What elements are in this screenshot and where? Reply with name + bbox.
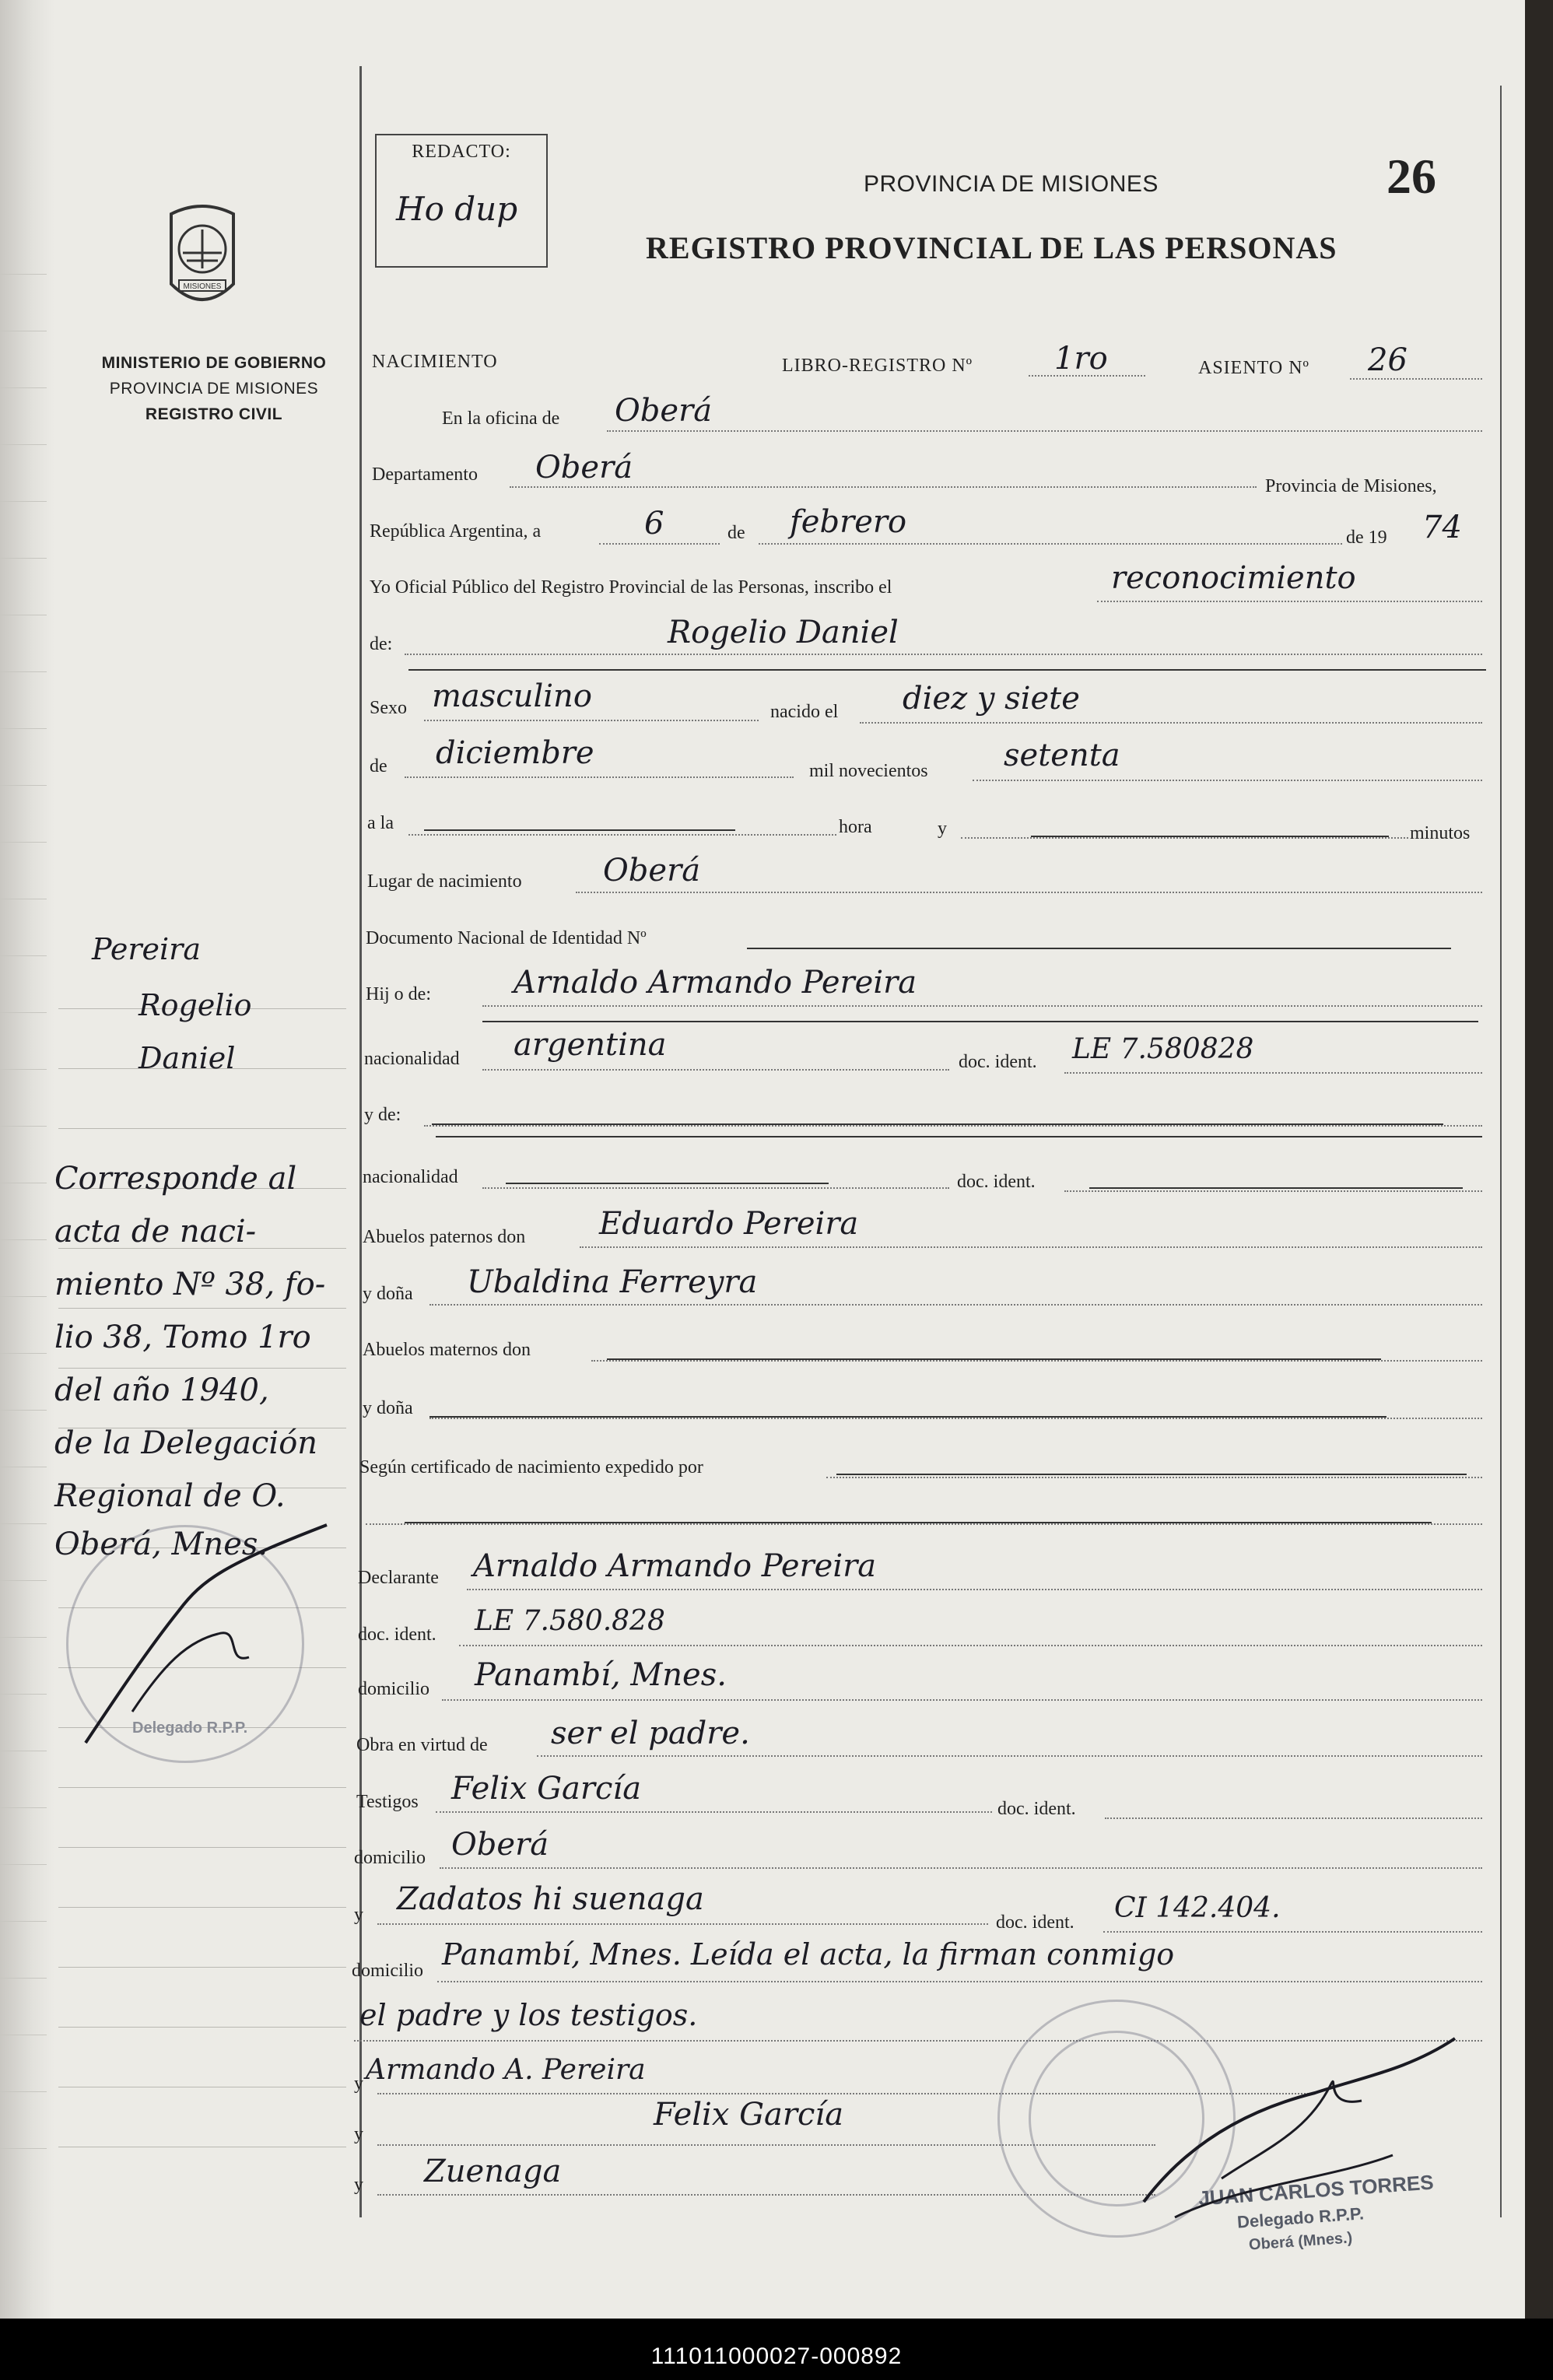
oficina-value: Oberá	[615, 393, 713, 429]
declarante-value: Arnaldo Armando Pereira	[473, 1548, 877, 1584]
coat-of-arms-seal	[163, 198, 241, 323]
libro-value: 1ro	[1054, 341, 1108, 377]
margin-stamp-line2: Delegado R.P.P.	[132, 1719, 248, 1737]
yde-line	[424, 1125, 1482, 1127]
abuelos-p-line	[580, 1246, 1482, 1248]
abuelos-m-strike	[607, 1358, 1381, 1360]
nacido-label: nacido el	[770, 702, 839, 722]
province-heading: PROVINCIA DE MISIONES	[864, 171, 1159, 197]
de3-label: de	[370, 756, 387, 776]
doc2-label: doc. ident.	[957, 1172, 1036, 1192]
declarante-line	[467, 1589, 1482, 1590]
margin-note-line: lio 38, Tomo 1ro	[54, 1320, 311, 1355]
margin-divider	[359, 66, 362, 2217]
declarante-label: Declarante	[358, 1568, 439, 1588]
testigo2-value: Zadatos hi suenaga	[397, 1881, 704, 1917]
nac2-strike	[506, 1183, 829, 1184]
abuelos-p-label: Abuelos paternos don	[363, 1227, 526, 1247]
mil-line	[973, 780, 1482, 781]
nacido-value: diez y siete	[903, 681, 1080, 717]
minutos-strike	[1031, 836, 1389, 837]
hijo-value: Arnaldo Armando Pereira	[514, 965, 917, 1001]
testigo2-line	[377, 1923, 988, 1925]
oficina-line	[607, 430, 1482, 432]
minutos-line	[961, 837, 1408, 839]
nac1-value: argentina	[514, 1027, 667, 1063]
nacido-line	[860, 722, 1482, 724]
stamp-line1: JUAN CARLOS TORRES	[1197, 2170, 1435, 2210]
departamento-line	[510, 486, 1257, 488]
nacimiento-label: NACIMIENTO	[372, 352, 498, 372]
lugar-label: Lugar de nacimiento	[367, 871, 522, 892]
yde-underline	[436, 1136, 1482, 1137]
yde-label: y de:	[364, 1105, 401, 1125]
lugar-line	[576, 892, 1482, 893]
domicilio1-line	[442, 1699, 1482, 1701]
mil-value: setenta	[1004, 738, 1120, 773]
margin-name-line1: Pereira	[92, 932, 201, 966]
sig-y3: y	[354, 2175, 363, 2195]
barcode-text: 111011000027-000892	[650, 2343, 903, 2369]
sig1-value: Armando A. Pereira	[366, 2054, 646, 2086]
obra-line	[537, 1755, 1482, 1757]
margin-note-line: del año 1940,	[54, 1372, 269, 1408]
abuelos-p-value: Eduardo Pereira	[599, 1206, 859, 1242]
oficina-label: En la oficina de	[442, 408, 560, 429]
day-line	[599, 543, 720, 545]
ydona1-value: Ubaldina Ferreyra	[467, 1264, 758, 1300]
provincia-label: Provincia de Misiones,	[1265, 476, 1437, 496]
asiento-line	[1350, 378, 1482, 380]
nac2-line	[482, 1187, 949, 1189]
margin-note-line: Oberá, Mnes.	[54, 1526, 268, 1562]
registry-title: REGISTRO PROVINCIAL DE LAS PERSONAS	[646, 230, 1337, 265]
ala-line	[408, 834, 836, 836]
sig-y2: y	[354, 2124, 363, 2144]
year-value: 74	[1422, 510, 1462, 545]
page-number: 26	[1386, 149, 1436, 204]
redacto-label: REDACTO:	[412, 142, 511, 162]
doc3-label: doc. ident.	[358, 1625, 436, 1645]
mil-label: mil novecientos	[809, 761, 928, 781]
minutos-label: minutos	[1410, 823, 1471, 843]
closing-value: el padre y los testigos.	[359, 1998, 698, 2032]
doc2-line	[1064, 1190, 1482, 1192]
y2-label: y	[354, 1905, 363, 1925]
testigos-label: Testigos	[356, 1792, 419, 1812]
asiento-value: 26	[1368, 342, 1408, 378]
hijo-label: Hij o de:	[366, 984, 431, 1004]
nac2-label: nacionalidad	[363, 1167, 458, 1187]
doc1-value: LE 7.580828	[1072, 1033, 1254, 1065]
doc2-strike	[1089, 1187, 1463, 1189]
sexo-label: Sexo	[370, 698, 407, 718]
domicilio3-line	[437, 1981, 1482, 1982]
de2-label: de:	[370, 634, 393, 654]
name-line	[405, 654, 1482, 655]
year-label: de 19	[1346, 528, 1387, 548]
margin-note-line: miento Nº 38, fo-	[54, 1267, 326, 1302]
segun-line	[826, 1477, 1482, 1478]
segun-line2	[366, 1523, 1482, 1525]
ydona2-label: y doña	[363, 1398, 413, 1418]
ministry-line1: MINISTERIO DE GOBIERNO	[101, 354, 327, 372]
doc5-label: doc. ident.	[996, 1912, 1074, 1933]
segun-strike2	[405, 1522, 1432, 1523]
doc5-value: CI 142.404.	[1114, 1892, 1281, 1924]
dni-strike	[747, 948, 1451, 949]
sig3-value: Zuenaga	[424, 2154, 562, 2189]
doc4-label: doc. ident.	[997, 1799, 1076, 1819]
doc4-line	[1105, 1817, 1482, 1819]
abuelos-m-label: Abuelos maternos don	[363, 1340, 531, 1360]
domicilio1-value: Panambí, Mnes.	[475, 1657, 727, 1693]
sig2-value: Felix García	[654, 2097, 844, 2133]
month-value: febrero	[790, 504, 907, 540]
hijo-line	[482, 1005, 1482, 1007]
ala-label: a la	[367, 813, 394, 833]
lugar-value: Oberá	[603, 853, 701, 889]
birth-month-line	[405, 776, 794, 778]
margin-note-line: acta de naci-	[54, 1214, 257, 1250]
month-line	[759, 543, 1342, 545]
domicilio3-label: domicilio	[352, 1961, 423, 1981]
oficial-value: reconocimiento	[1111, 560, 1356, 596]
departamento-label: Departamento	[372, 464, 478, 485]
segun-strike	[836, 1474, 1467, 1475]
domicilio3-value: Panambí, Mnes. Leída el acta, la firman conmigo	[442, 1937, 1175, 1972]
stamp-line2: Delegado R.P.P.	[1236, 2203, 1365, 2232]
birth-month-value: diciembre	[436, 735, 594, 771]
asiento-label: ASIENTO Nº	[1198, 358, 1309, 378]
ala-strike	[424, 829, 735, 831]
ministry-line2: PROVINCIA DE MISIONES	[109, 380, 319, 398]
sexo-line	[424, 720, 759, 721]
stamp-line3: Oberá (Mnes.)	[1248, 2229, 1353, 2254]
y-label: y	[938, 818, 947, 839]
nac1-label: nacionalidad	[364, 1049, 460, 1069]
domicilio2-label: domicilio	[354, 1848, 426, 1868]
doc5-line	[1103, 1931, 1482, 1933]
sig-y1: y	[354, 2073, 363, 2094]
ministry-line3: REGISTRO CIVIL	[145, 405, 283, 423]
abuelos-m-line	[591, 1360, 1482, 1362]
departamento-value: Oberá	[535, 450, 633, 485]
sexo-value: masculino	[432, 678, 592, 714]
obra-value: ser el padre.	[551, 1716, 750, 1751]
margin-note-line: Regional de O.	[54, 1478, 286, 1514]
doc3-value: LE 7.580.828	[475, 1605, 665, 1637]
ydona2-strike	[429, 1416, 1386, 1418]
name-underline	[408, 669, 1486, 671]
margin-note-line: de la Delegación	[54, 1425, 318, 1461]
dni-label: Documento Nacional de Identidad Nº	[366, 928, 647, 948]
de-label: de	[727, 523, 745, 543]
oficial-text: Yo Oficial Público del Registro Provincial de las Personas, inscribo el	[370, 577, 892, 598]
redacto-box	[375, 134, 548, 268]
domicilio1-label: domicilio	[358, 1679, 429, 1699]
ydona1-line	[429, 1304, 1482, 1306]
official-signature	[1128, 2023, 1471, 2225]
margin-name-line2: Rogelio	[138, 988, 252, 1022]
doc1-line	[1064, 1072, 1482, 1074]
hijo-underline	[482, 1021, 1478, 1022]
doc3-line	[459, 1645, 1482, 1646]
obra-label: Obra en virtud de	[356, 1735, 488, 1755]
ydona1-label: y doña	[363, 1284, 413, 1304]
margin-note-line: Corresponde al	[54, 1161, 297, 1197]
republica-label: República Argentina, a	[370, 521, 542, 542]
testigos-value: Felix García	[451, 1771, 642, 1807]
hora-label: hora	[839, 817, 872, 837]
left-ruled-lines	[0, 218, 47, 2149]
domicilio2-line	[440, 1867, 1482, 1869]
oficial-line	[1097, 601, 1482, 602]
seal-label: MISIONES	[183, 282, 222, 291]
redacto-value: Ho dup	[396, 190, 518, 228]
doc1-label: doc. ident.	[959, 1052, 1037, 1072]
yde-strike	[432, 1123, 1443, 1125]
libro-label: LIBRO-REGISTRO Nº	[782, 356, 973, 376]
right-border	[1500, 86, 1502, 2217]
day-value: 6	[644, 506, 664, 542]
name-value: Rogelio Daniel	[668, 615, 899, 650]
margin-name-line3: Daniel	[138, 1041, 236, 1075]
domicilio2-value: Oberá	[451, 1827, 549, 1863]
ministry-heading	[74, 350, 354, 427]
ydona2-line	[429, 1418, 1482, 1419]
nac1-line	[482, 1069, 949, 1071]
testigos-line	[436, 1811, 992, 1813]
segun-label: Según certificado de nacimiento expedido por	[359, 1457, 703, 1477]
